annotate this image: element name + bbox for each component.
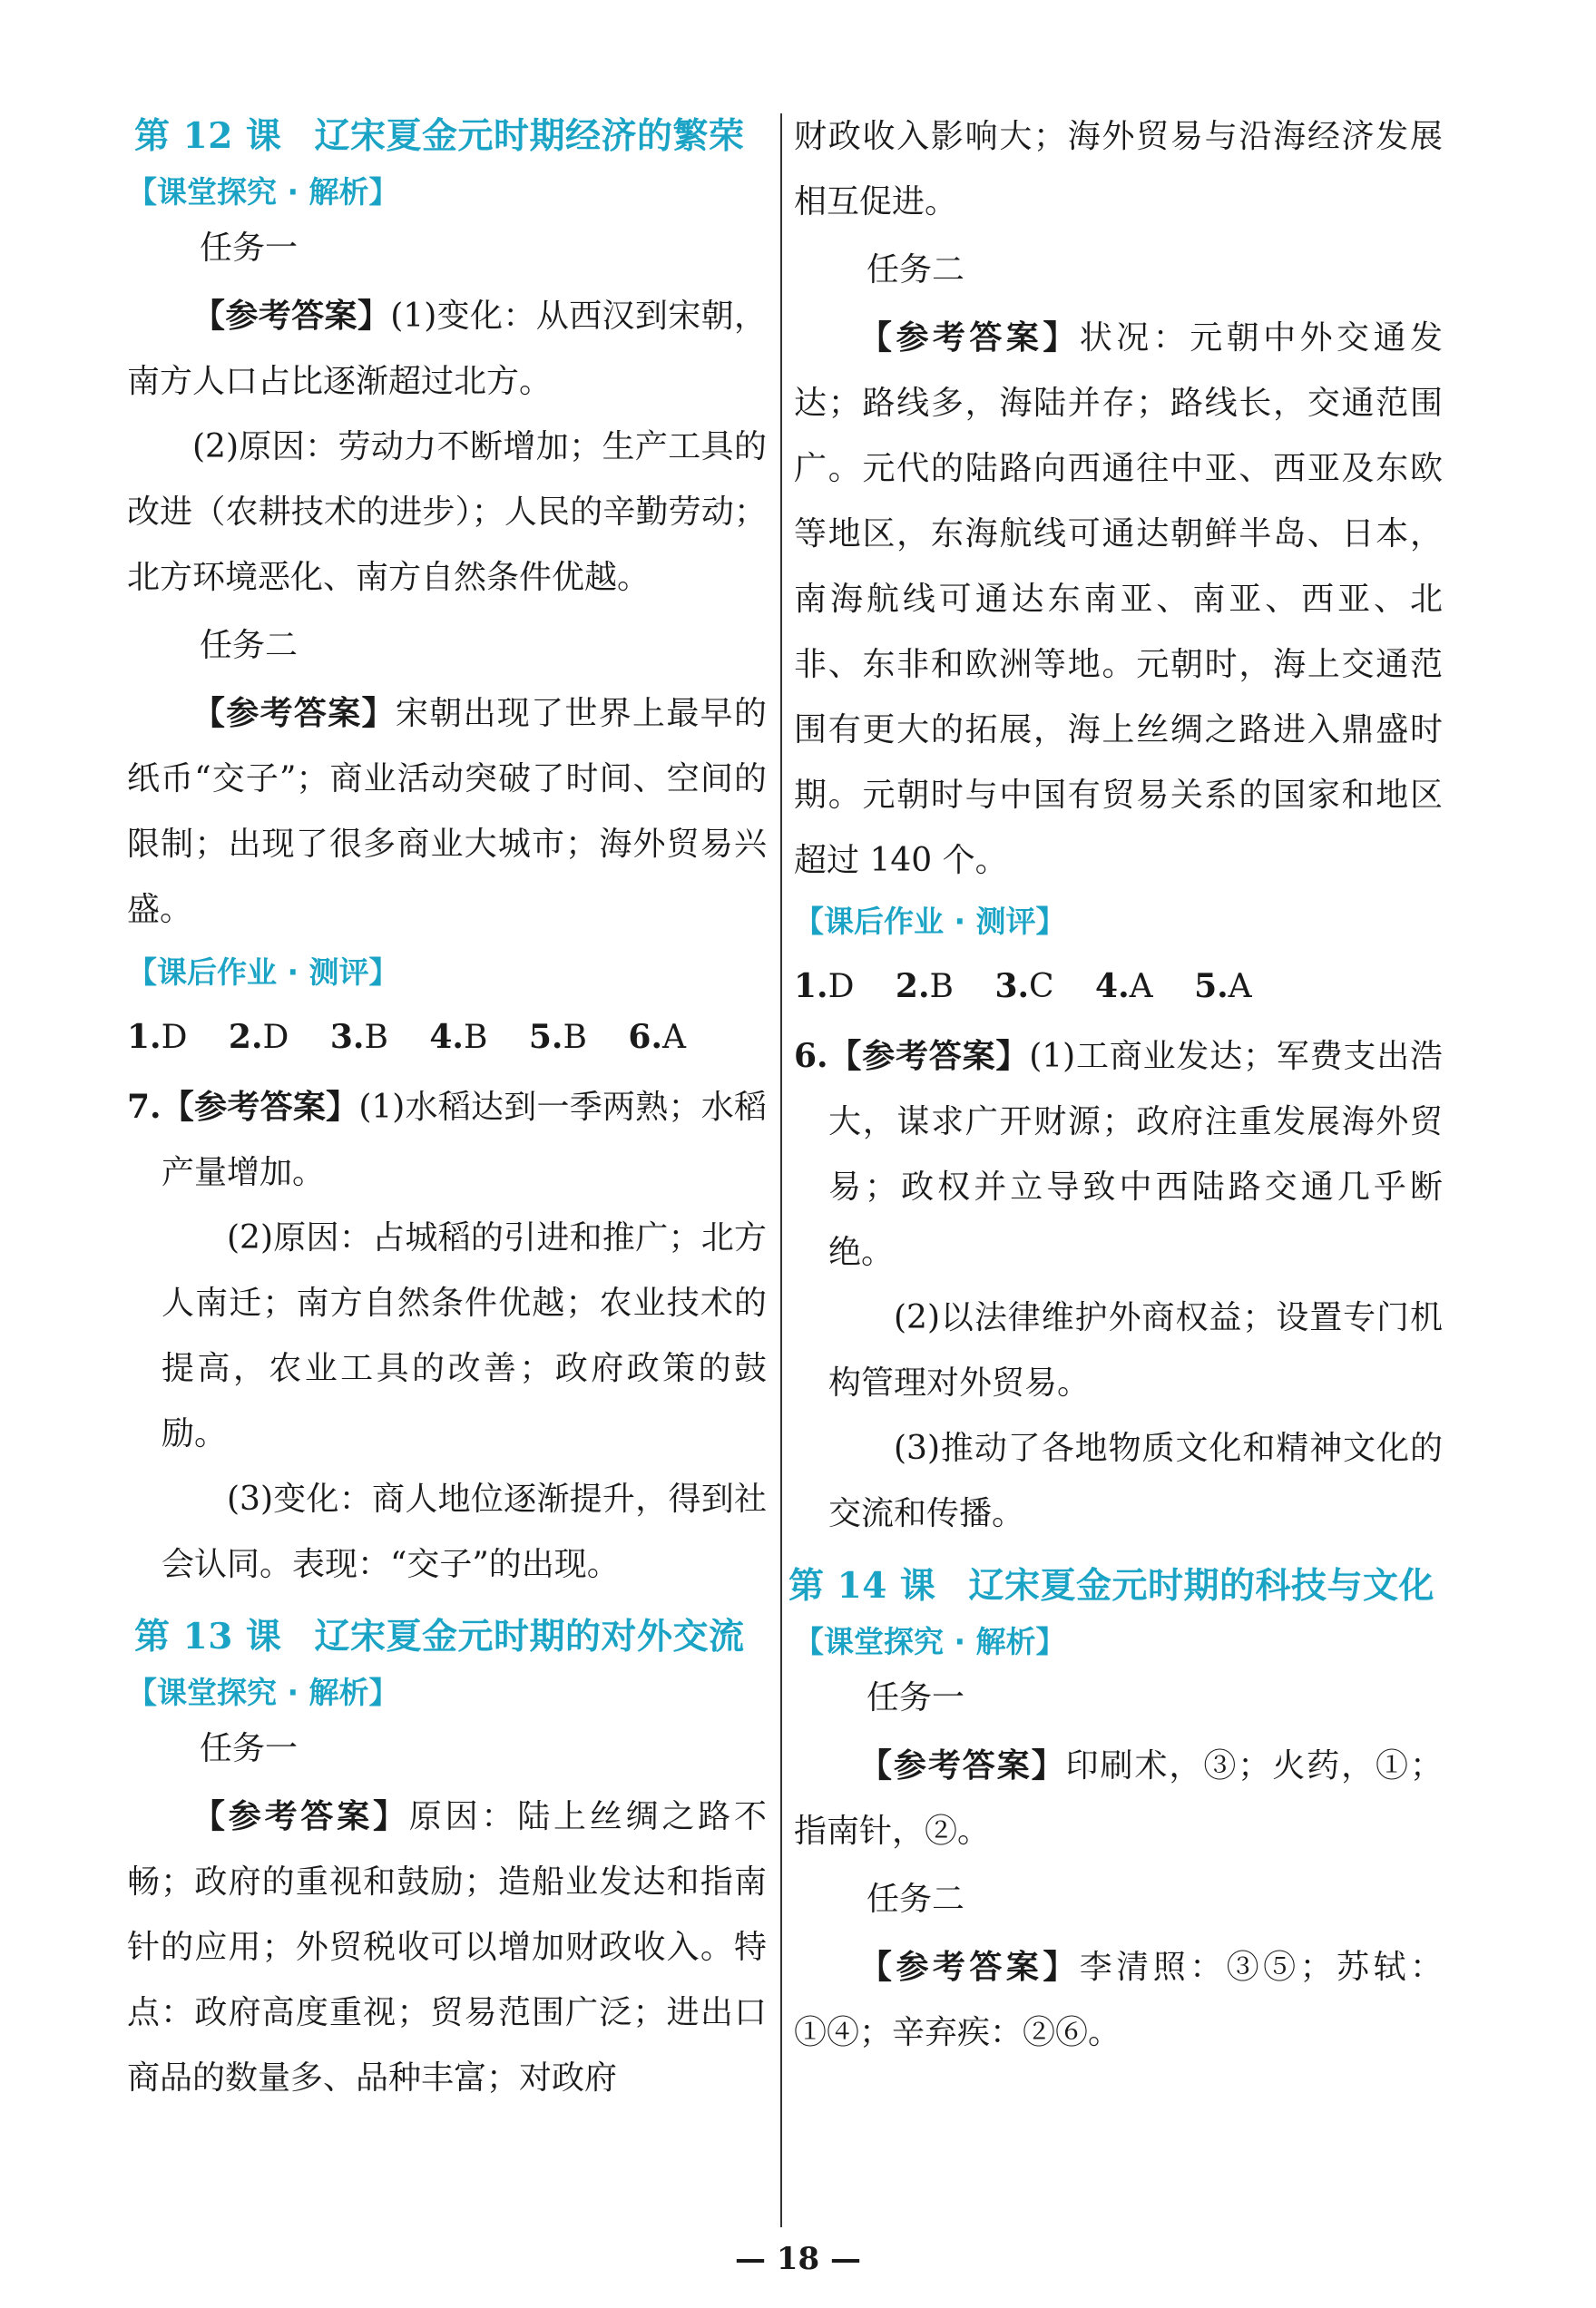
mc-answer bbox=[330, 1019, 388, 1056]
answer-paragraph bbox=[127, 681, 767, 943]
answer-choice: A bbox=[1129, 968, 1153, 1005]
task-2-heading: 任务二 bbox=[200, 627, 299, 664]
mc-answer bbox=[229, 1019, 289, 1056]
answer-choice: D bbox=[161, 1019, 188, 1056]
page-number: — 18 — bbox=[735, 2241, 861, 2277]
mc-answer bbox=[628, 1019, 686, 1056]
answer-text: (3)变化：商人地位逐渐提升，得到社会认同。表现：“交子”的出现。 bbox=[162, 1481, 767, 1583]
answer-text: 状况：元朝中外交通发达；路线多，海陆并存；路线长，交通范围广。元代的陆路向西通往中亚、西亚及东欧等地区，东海航线可通达朝鲜半岛、日本，南海航线可通达东南亚、南亚、西亚、北非、东非和欧洲等地。元朝时，海上交通范围有更大的拓展，海上丝绸之路进入鼎盛时期。元朝时与中国有贸易关系的国家和地区超过 140 个。 bbox=[794, 319, 1443, 879]
section-explore: 【课堂探究 · 解析】 bbox=[794, 1624, 1066, 1659]
task-1-heading: 任务一 bbox=[200, 230, 299, 267]
answer-choice: B bbox=[364, 1019, 388, 1056]
answer-choice: B bbox=[929, 968, 954, 1005]
section-homework: 【课后作业 · 测评】 bbox=[794, 904, 1066, 939]
answer-paragraph bbox=[794, 306, 1443, 894]
answer-choice: A bbox=[661, 1019, 686, 1056]
mc-answers bbox=[794, 954, 1443, 1020]
answer-label: 【参考答案】 bbox=[192, 1798, 409, 1835]
lesson-13-number: 第 13 课 bbox=[134, 1616, 282, 1658]
mc-answer bbox=[794, 968, 854, 1005]
answer-choice: A bbox=[1228, 968, 1252, 1005]
lesson-12-number: 第 12 课 bbox=[134, 115, 282, 157]
mc-answer bbox=[529, 1019, 587, 1056]
lesson-13-title bbox=[134, 1614, 767, 1659]
answer-paragraph bbox=[794, 1734, 1443, 1864]
lesson-14-title bbox=[788, 1563, 1443, 1609]
question-number: 6. bbox=[628, 1018, 662, 1056]
answer-label: 【参考答案】 bbox=[161, 1089, 359, 1126]
task-1-heading: 任务一 bbox=[867, 1679, 965, 1716]
question-7-answer bbox=[127, 1074, 767, 1598]
mc-answers bbox=[127, 1004, 767, 1071]
task-1-heading: 任务一 bbox=[200, 1730, 299, 1767]
lesson-14-name: 辽宋夏金元时期的科技与文化 bbox=[968, 1565, 1434, 1607]
question-number: 5. bbox=[528, 1018, 563, 1056]
question-number: 7. bbox=[127, 1088, 162, 1126]
right-column bbox=[788, 113, 1443, 2066]
left-column bbox=[127, 113, 767, 2111]
section-explore: 【课堂探究 · 解析】 bbox=[127, 1675, 399, 1710]
answer-text: (1)水稻达到一季两熟；水稻产量增加。 bbox=[162, 1089, 767, 1191]
question-number: 3. bbox=[994, 967, 1030, 1005]
answer-text: (3)推动了各地物质文化和精神文化的交流和传播。 bbox=[828, 1430, 1443, 1532]
answer-choice: B bbox=[563, 1019, 587, 1056]
section-explore: 【课堂探究 · 解析】 bbox=[127, 174, 399, 210]
question-number: 5. bbox=[1194, 967, 1229, 1005]
answer-paragraph bbox=[127, 284, 767, 415]
question-6-answer bbox=[794, 1023, 1443, 1547]
mc-answer bbox=[429, 1019, 487, 1056]
answer-paragraph: (2)原因：劳动力不断增加；生产工具的改进（农耕技术的进步）；人民的辛勤劳动；北方环境恶化、南方自然条件优越。 bbox=[127, 428, 767, 596]
answer-paragraph: 财政收入影响大；海外贸易与沿海经济发展相互促进。 bbox=[794, 118, 1443, 220]
lesson-12-title bbox=[134, 113, 767, 159]
answer-text: 宋朝出现了世界上最早的纸币“交子”；商业活动突破了时间、空间的限制；出现了很多商业大城市；海外贸易兴盛。 bbox=[127, 695, 767, 928]
column-divider bbox=[780, 113, 782, 2227]
mc-answer bbox=[994, 968, 1053, 1005]
answer-text: 原因：陆上丝绸之路不畅；政府的重视和鼓励；造船业发达和指南针的应用；外贸税收可以增加财政收入。特点：政府高度重视；贸易范围广泛；进出口商品的数量多、品种丰富；对政府 bbox=[127, 1798, 767, 2097]
lesson-13-name: 辽宋夏金元时期的对外交流 bbox=[314, 1616, 745, 1658]
lesson-14-number: 第 14 课 bbox=[788, 1565, 936, 1607]
mc-answer bbox=[896, 968, 954, 1005]
question-number: 3. bbox=[329, 1018, 365, 1056]
answer-text: (1)工商业发达；军费支出浩大，谋求广开财源；政府注重发展海外贸易；政权并立导致中西陆路交通几乎断绝。 bbox=[828, 1038, 1443, 1271]
mc-answer bbox=[127, 1019, 187, 1056]
answer-paragraph bbox=[127, 1785, 767, 2111]
answer-label: 【参考答案】 bbox=[859, 1949, 1080, 1986]
answer-choice: D bbox=[262, 1019, 289, 1056]
answer-choice: C bbox=[1029, 968, 1054, 1005]
answer-text: (2)以法律维护外商权益；设置专门机构管理对外贸易。 bbox=[828, 1299, 1443, 1402]
mc-answer bbox=[1095, 968, 1153, 1005]
answer-text: 印刷术，③；火药，①；指南针，②。 bbox=[794, 1747, 1443, 1850]
question-number: 1. bbox=[794, 967, 828, 1005]
question-number: 6. bbox=[794, 1037, 828, 1075]
question-number: 4. bbox=[429, 1018, 464, 1056]
answer-text: (1)变化：从西汉到宋朝，南方人口占比逐渐超过北方。 bbox=[127, 298, 767, 400]
question-number: 1. bbox=[127, 1018, 162, 1056]
question-number: 2. bbox=[895, 967, 930, 1005]
answer-label: 【参考答案】 bbox=[192, 298, 391, 335]
mc-answer bbox=[1194, 968, 1252, 1005]
task-2-heading: 任务二 bbox=[867, 1881, 965, 1918]
task-2-heading: 任务二 bbox=[867, 251, 965, 288]
answer-text: 李清照：③⑤；苏轼：①④；辛弃疾：②⑥。 bbox=[794, 1949, 1443, 2051]
answer-choice: B bbox=[463, 1019, 488, 1056]
question-number: 4. bbox=[1095, 967, 1130, 1005]
answer-label: 【参考答案】 bbox=[859, 1747, 1066, 1785]
section-homework: 【课后作业 · 测评】 bbox=[127, 954, 399, 990]
lesson-12-name: 辽宋夏金元时期经济的繁荣 bbox=[314, 115, 745, 157]
question-number: 2. bbox=[228, 1018, 263, 1056]
answer-paragraph bbox=[794, 1935, 1443, 2066]
answer-label: 【参考答案】 bbox=[827, 1038, 1030, 1075]
answer-label: 【参考答案】 bbox=[192, 695, 396, 732]
answer-label: 【参考答案】 bbox=[859, 319, 1080, 357]
answer-text: (2)原因：占城稻的引进和推广；北方人南迁；南方自然条件优越；农业技术的提高，农业工具的改善；政府政策的鼓励。 bbox=[162, 1219, 767, 1452]
answer-choice: D bbox=[827, 968, 855, 1005]
